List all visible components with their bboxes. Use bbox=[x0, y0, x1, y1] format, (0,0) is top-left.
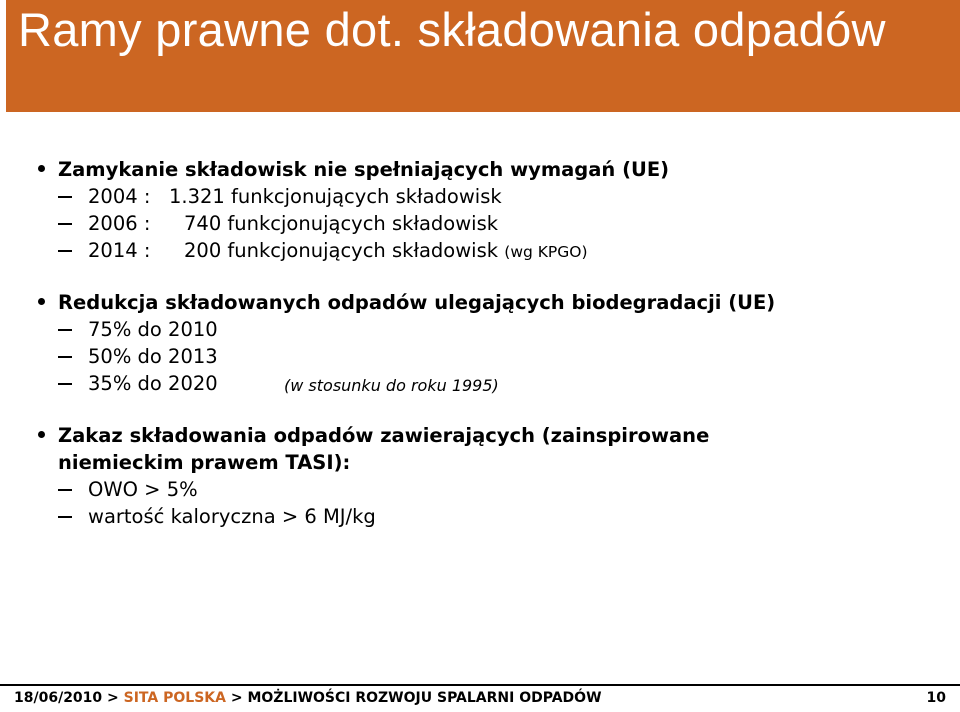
item-year: 2014 : bbox=[88, 239, 151, 262]
item-year: 2006 : bbox=[88, 212, 151, 235]
item-text: 1.321 funkcjonujących składowisk bbox=[169, 185, 502, 208]
item-note: (wg KPGO) bbox=[504, 243, 588, 261]
title-bar bbox=[6, 0, 960, 112]
dash-icon bbox=[58, 356, 72, 358]
bullet-heading-line2: niemieckim prawem TASI): bbox=[58, 451, 351, 474]
footer-company: SITA POLSKA bbox=[123, 690, 226, 706]
dash-icon bbox=[58, 196, 72, 198]
item-text: 75% do 2010 bbox=[88, 318, 218, 341]
footer-date: 18/06/2010 bbox=[14, 690, 103, 706]
item-note: (w stosunku do roku 1995) bbox=[284, 376, 499, 395]
footer-divider bbox=[0, 684, 960, 686]
item-text: 200 funkcjonujących składowisk bbox=[184, 239, 499, 262]
footer-separator: > bbox=[107, 690, 119, 706]
bullet-dot-icon bbox=[38, 165, 45, 172]
footer bbox=[14, 690, 954, 706]
item-text-group bbox=[184, 238, 588, 265]
item-text: 740 funkcjonujących składowisk bbox=[184, 212, 499, 235]
bullet-dot-icon bbox=[38, 298, 45, 305]
dash-icon bbox=[58, 516, 72, 518]
item-text: wartość kaloryczna > 6 MJ/kg bbox=[88, 505, 376, 528]
dash-icon bbox=[58, 489, 72, 491]
bullet-heading: Redukcja składowanych odpadów ulegających biodegradacji (UE) bbox=[58, 291, 776, 314]
slide-title: Ramy prawne dot. składowania odpadów bbox=[18, 3, 886, 56]
item-text: OWO > 5% bbox=[88, 478, 198, 501]
footer-separator: > bbox=[230, 690, 243, 706]
page-number: 10 bbox=[926, 690, 946, 706]
item-year: 2004 : bbox=[88, 185, 151, 208]
dash-icon bbox=[58, 383, 72, 385]
bullet-dot-icon bbox=[38, 431, 45, 438]
dash-icon bbox=[58, 223, 72, 225]
dash-icon bbox=[58, 329, 72, 331]
bullet-heading: Zamykanie składowisk nie spełniających wymagań (UE) bbox=[58, 158, 670, 181]
dash-icon bbox=[58, 250, 72, 252]
bullet-heading-line1: Zakaz składowania odpadów zawierających (zainspirowane bbox=[58, 424, 710, 447]
footer-topic: MOŻLIWOŚCI ROZWOJU SPALARNI ODPADÓW bbox=[247, 690, 602, 706]
item-text: 50% do 2013 bbox=[88, 345, 218, 368]
item-text: 35% do 2020 bbox=[88, 372, 218, 395]
